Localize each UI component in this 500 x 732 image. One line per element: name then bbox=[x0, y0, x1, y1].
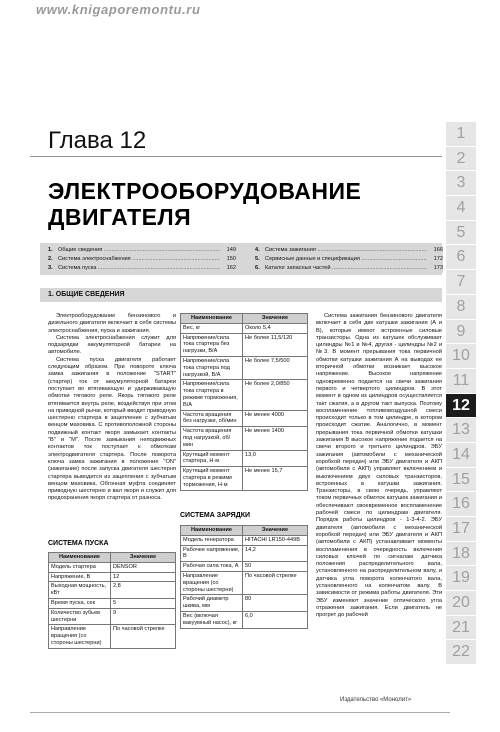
table-row: Напряжение/сила тока стартера в режиме торможения, В/А Не более 2,0/850 bbox=[181, 380, 308, 410]
table-row: Выходная мощность, кВт 2,8 bbox=[49, 582, 176, 599]
chapter-tab-active[interactable]: 12 bbox=[446, 394, 476, 419]
toc-column-right bbox=[255, 246, 443, 273]
paragraph: Система зажигания бензинового двигателя включает в себя две катушки зажигания (А и В), которые имеют встроенные силовые транзисторы. Одна из катушек обслуживает цилиндры №1 и №4, другая - цилиндры №2 и №3. В момент прерывания тока первичной обмотки катушки зажигания А на выводах ее вторичной обмотки возникает высокое напряжение. Высокое напряжение одновременно подается на свечи зажигания первого и четвертого цилиндров. В этот момент в одном из цилиндров осуществляется такт сжатия, а в другом такт выпуска. Поэтому воспламенение топливовоздушной смеси происходит только в том цилиндре, в котором происходит сжатие. Аналогично, в момент прерывания тока первичной обмотки катушки зажигания В высокое напряжение подается на свечи второго и третьего цилиндров. ЭБУ зажигания (автомобили с механической коробкой передач) или ЭБУ двигателя и АКП (автомобили с АКП) управляет включением и выключением двух силовых транзисторов, встроенных в катушки зажигания. Транзисторы, в свою очередь, управляют током первичных обмоток катушек зажигания и обеспечивают своевременное воспламенение рабочей смеси по цилиндрам двигателя. Порядок работы цилиндров - 1-3-4-2. ЭБУ двигателя (автомобили с механической коробкой передач) или ЭБУ двигателя и АКП (автомобили с АКП) устанавливает моменты воспламенения в очередность включения силовых ключей по сигналам датчика положения распределительного вала, установленного на распределительном валу, и датчика угла поворота коленчатого вала, установленного на коленчатом валу. В зависимости от режима работы двигателя. Эти ЭБУ изменяют значение оптического угла отражения зажигания. Если двигатель не прогрет до рабочей bbox=[316, 313, 442, 619]
chapter-tabs bbox=[446, 122, 476, 665]
toc-item[interactable]: 5. Сервисные данные и спецификация ..... 172 bbox=[255, 255, 443, 264]
table-row: Модель генератора HITACHI LR150-449B bbox=[181, 535, 308, 545]
table-row: Частота вращения под нагрузкой, об/мин Не менее 1400 bbox=[181, 427, 308, 450]
chapter-tab[interactable]: 16 bbox=[446, 492, 476, 517]
toc-item[interactable]: 4. Система зажигания ..... 166 bbox=[255, 246, 443, 255]
chapter-tab[interactable]: 3 bbox=[446, 171, 476, 196]
paragraph: Электрооборудование бензинового и дизельного двигателя включает в себя системы электроснабжения, пуска и зажигания. bbox=[48, 313, 176, 334]
chapter-tab[interactable]: 22 bbox=[446, 640, 476, 665]
starter-spec-table bbox=[180, 313, 308, 491]
chapter-tab[interactable]: 8 bbox=[446, 295, 476, 320]
chapter-tab[interactable]: 5 bbox=[446, 221, 476, 246]
chapter-tab[interactable]: 2 bbox=[446, 147, 476, 172]
paragraph: Система пуска двигателя работает следующим образом. При повороте ключа замка зажигания в положение "START" (стартер) ток от аккумуляторной батареи поступает во втягивающую и удерживающую обмотки тягового реле. Якорь тягового реле втягивается внутрь реле, воздействуя при этом на приводной рычаг, который вводит приводную шестерню стартера в зацепление с зубчатым венцом маховика. С противоположной стороны подвижный контакт якоря замыкает контакты "В" и "М". После замыкания неподвижных контактов ток поступает к обмоткам электродвигателя стартера. После поворота ключа замка зажигания в положение "ON" (зажигание) после запуска двигателя шестерня стартера выводится из зацепления с зубчатым венцом маховика. Обгонная муфта соединяет приводную шестерню и вал якоря и служит для предохранения якоря стартера от разноса. bbox=[48, 356, 176, 502]
table-row: Напряжение/сила тока стартера без нагрузки, В/А Не более 11,5/120 bbox=[181, 333, 308, 356]
chapter-tab[interactable]: 6 bbox=[446, 245, 476, 270]
chapter-number: Глава 12 bbox=[48, 127, 147, 154]
table-row: Крутящий момент стартера в режиме торможения, Н·м Не менее 15,7 bbox=[181, 467, 308, 490]
chapter-tab[interactable]: 4 bbox=[446, 196, 476, 221]
toc-item[interactable]: 3. Система пуска ..... 162 bbox=[48, 264, 236, 273]
table-row: Вес, кг Около 5,4 bbox=[181, 323, 308, 333]
starter-system-heading: СИСТЕМА ПУСКА bbox=[48, 540, 109, 547]
chapter-tab[interactable]: 1 bbox=[446, 122, 476, 147]
toc-item[interactable]: 6. Каталог запасных частей ..... 173 bbox=[255, 264, 443, 273]
ignition-text-column bbox=[316, 313, 442, 619]
column-header: Наименование bbox=[181, 526, 243, 536]
title-line-2: ДВИГАТЕЛЯ bbox=[48, 204, 192, 230]
table-of-contents bbox=[40, 243, 442, 275]
table-header-row bbox=[181, 314, 308, 324]
table-row: Рабочее напряжение, В 14,2 bbox=[181, 545, 308, 562]
table-header-row bbox=[181, 526, 308, 536]
publisher-footer: Издательство «Монолит» bbox=[340, 697, 412, 703]
chapter-tab[interactable]: 15 bbox=[446, 468, 476, 493]
table-row: Рабочая сила тока, А 50 bbox=[181, 562, 308, 572]
chapter-title bbox=[48, 178, 448, 230]
paragraph: Система электроснабжения служит для подзарядки аккумуляторной батареи на автомобиле. bbox=[48, 334, 176, 356]
starter-table bbox=[48, 552, 176, 649]
chapter-tab[interactable]: 17 bbox=[446, 517, 476, 542]
column-header: Значение bbox=[243, 526, 308, 536]
column-header: Наименование bbox=[181, 314, 243, 324]
table-row: Напряжение, В 12 bbox=[49, 572, 176, 582]
title-line-1: ЭЛЕКТРООБОРУДОВАНИЕ bbox=[48, 178, 362, 204]
table-row: Количество зубьев шестерни 9 bbox=[49, 608, 176, 625]
footer-rule bbox=[30, 712, 450, 713]
chapter-tab[interactable]: 18 bbox=[446, 542, 476, 567]
table-header-row bbox=[49, 553, 176, 563]
table-row: Направление вращения (со стороны шестерни) По часовой стрелке bbox=[49, 625, 176, 648]
charging-system-heading: СИСТЕМА ЗАРЯДКИ bbox=[180, 512, 250, 519]
chapter-tab[interactable]: 11 bbox=[446, 369, 476, 394]
chapter-tab[interactable]: 19 bbox=[446, 566, 476, 591]
table-row: Крутящий момент стартера, Н·м 13,0 bbox=[181, 450, 308, 467]
chapter-tab[interactable]: 7 bbox=[446, 270, 476, 295]
section-heading: 1. ОБЩИЕ СВЕДЕНИЯ bbox=[40, 288, 442, 302]
column-header: Значение bbox=[243, 314, 308, 324]
toc-column-left bbox=[48, 246, 236, 273]
column-header: Значение bbox=[111, 553, 176, 563]
table-row: Частота вращения без нагрузки, об/мин Не менее 4000 bbox=[181, 410, 308, 427]
table-row: Рабочий диаметр шкива, мм 80 bbox=[181, 595, 308, 612]
intro-text-column bbox=[48, 313, 176, 503]
table-row: Напряжение/сила тока стартера под нагрузкой, В/А Не более 7,5/500 bbox=[181, 356, 308, 379]
chapter-tab[interactable]: 21 bbox=[446, 616, 476, 641]
toc-item[interactable]: 1. Общие сведения ..... 149 bbox=[48, 246, 236, 255]
table-row: Время пуска, сек 5 bbox=[49, 598, 176, 608]
site-watermark: www.knigaporemontu.ru bbox=[36, 2, 201, 17]
chapter-tab[interactable]: 13 bbox=[446, 418, 476, 443]
header-rule bbox=[30, 156, 442, 157]
table-row: Направление вращения (со стороны шестерни) По часовой стрелке bbox=[181, 571, 308, 594]
toc-item[interactable]: 2. Система электроснабжения ..... 150 bbox=[48, 255, 236, 264]
chapter-tab[interactable]: 14 bbox=[446, 443, 476, 468]
chapter-tab[interactable]: 9 bbox=[446, 320, 476, 345]
chapter-tab[interactable]: 20 bbox=[446, 591, 476, 616]
chapter-tab[interactable]: 10 bbox=[446, 344, 476, 369]
table-row: Вес (включая вакуумный насос), кг 6,0 bbox=[181, 611, 308, 628]
table-row: Модель стартера DENSOR bbox=[49, 562, 176, 572]
column-header: Наименование bbox=[49, 553, 111, 563]
charging-table bbox=[180, 525, 308, 629]
